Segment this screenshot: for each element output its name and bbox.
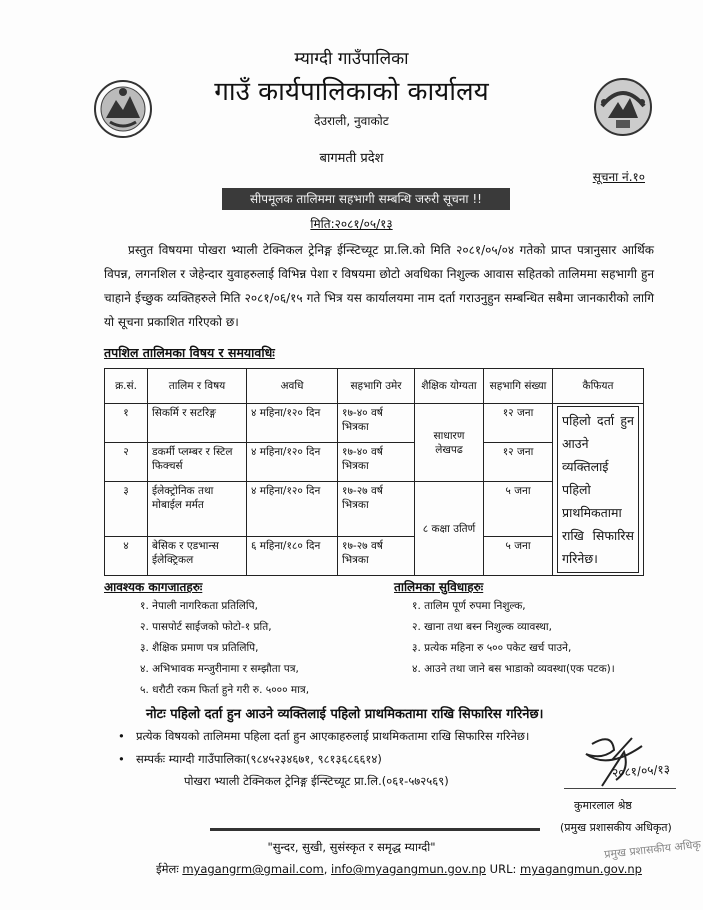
qualification-cell-1: साधारण लेखपढ bbox=[415, 404, 484, 482]
header-age: सहभागि उमेर bbox=[338, 369, 415, 404]
signatory-name: कुमारलाल श्रेष्ठ bbox=[574, 799, 632, 812]
office-name: गाउँ कार्यपालिकाको कार्यालय bbox=[214, 77, 489, 107]
table-heading: तपशिल तालिमका विषय र समयावधिः bbox=[104, 345, 275, 360]
email-link-1[interactable]: myagangrm@gmail.com bbox=[182, 862, 324, 876]
qualification-cell-2: ८ कक्षा उतिर्ण bbox=[415, 482, 484, 576]
header-remark: कैफियत bbox=[553, 369, 644, 404]
notice-title: सीपमूलक तालिममा सहभागी सम्बन्धि जरुरी सूचना !! bbox=[222, 188, 510, 210]
email-link-2[interactable]: info@myagangmun.gov.np bbox=[331, 862, 486, 876]
row-duration: ४ महिना/१२० दिन bbox=[247, 482, 338, 537]
bullet-text: सम्पर्कः म्याग्दी गाउँपालिका(९८४५२३४६७१, ९८१३६८६६१४) bbox=[136, 752, 382, 766]
row-sn: ४ bbox=[105, 537, 148, 576]
row-duration: ४ महिना/१२० दिन bbox=[247, 443, 338, 482]
bullet-dot-icon: • bbox=[118, 752, 125, 766]
table-row bbox=[105, 404, 644, 443]
row-subject: सिकर्मि र सटरिङ्ग bbox=[148, 404, 247, 443]
row-age: १७-२७ वर्ष भित्रका bbox=[338, 537, 415, 576]
header-qualification: शैक्षिक योग्यता bbox=[415, 369, 484, 404]
facility-item: ४. आउने तथा जाने बस भाडाको व्यवस्था(एक पटक)। bbox=[412, 663, 615, 675]
footer-slogan: "सुन्दर, सुखी, सुसंस्कृत र समृद्ध म्याग्दी" bbox=[267, 840, 436, 854]
table-header-row bbox=[105, 369, 644, 404]
office-stamp: प्रमुख प्रशासकीय अधिकृ bbox=[603, 837, 702, 862]
document-item: ५. धरौटी रकम फिर्ता हुने गरी रु. ५००० मात्र, bbox=[140, 684, 310, 696]
province-name: बागमती प्रदेश bbox=[319, 151, 384, 166]
row-count: ५ जना bbox=[484, 537, 553, 576]
document-item: ४. अभिभावक मन्जुरीनामा र सम्झौता पत्र, bbox=[140, 663, 299, 675]
row-count: १२ जना bbox=[484, 443, 553, 482]
notice-date: मिति:२०८१/०५/१३ bbox=[310, 217, 393, 231]
row-sn: २ bbox=[105, 443, 148, 482]
paragraph-text: प्रस्तुत विषयमा पोखरा भ्याली टेक्निकल ट्रेनिङ्ग ईन्स्टिच्यूट प्रा.लि.को मिति २०८१/०५/०४ गतेको प्राप्त पत्रानुसार आर्थिक विपन्न, लगनशिल र जेहेन्दार युवाहरुलाई विभिन्न पेशा र विषयमा छोटो अवधिका निशुल्क आवास सहितको तालिममा सहभागी हुन चाहाने ईच्छुक व्यक्तिहरुले मिति २०८१/०६/१५ गते भित्र यस कार्यालयमा नाम दर्ता गराउनुहुन सम्बन्धित सबैमा जानकारीको लागि यो सूचना प्रकाशित गरिएको छ। bbox=[104, 243, 654, 329]
bullet-text: प्रत्येक विषयको तालिममा पहिला दर्ता हुन आएकाहरुलाई प्राथमिकतामा राखि सिफारिस गरिनेछ। bbox=[136, 729, 530, 743]
contact-line-2: पोखरा भ्याली टेक्निकल ट्रेनिङ्ग ईन्स्टिच्यूट प्रा.लि.(०६१-५७२५६९) bbox=[184, 774, 449, 788]
office-address: देउराली, नुवाकोट bbox=[314, 114, 389, 128]
document-item: ३. शैक्षिक प्रमाण पत्र प्रतिलिपि, bbox=[140, 642, 259, 654]
email-label: ईमेलः bbox=[156, 862, 179, 876]
bullet-item bbox=[118, 752, 382, 767]
municipality-name: म्याग्दी गाउँपालिका bbox=[294, 49, 409, 69]
notice-number: सूचना नं.१० bbox=[592, 170, 645, 184]
document-item: १. नेपाली नागरिकता प्रतिलिपि, bbox=[140, 600, 258, 612]
training-table bbox=[104, 368, 644, 576]
row-subject: ईलेक्ट्रोनिक तथा मोबाईल मर्मत bbox=[148, 482, 247, 537]
bullet-dot-icon: • bbox=[118, 729, 125, 743]
row-age: १७-४० वर्ष भित्रका bbox=[338, 404, 415, 443]
bullet-item bbox=[118, 729, 529, 744]
row-duration: ६ महिना/१८० दिन bbox=[247, 537, 338, 576]
row-sn: १ bbox=[105, 404, 148, 443]
header-sn: क्र.सं. bbox=[105, 369, 148, 404]
header-duration: अवधि bbox=[247, 369, 338, 404]
facility-item: २. खाना तथा बस्न निशुल्क व्यावस्था, bbox=[412, 621, 552, 633]
remark-cell bbox=[553, 404, 644, 576]
facility-item: ३. प्रत्येक महिना रु ५०० पकेट खर्च पाउने, bbox=[412, 642, 572, 654]
row-age: १७-२७ वर्ष भित्रका bbox=[338, 482, 415, 537]
row-age: १७-४० वर्ष भित्रका bbox=[338, 443, 415, 482]
facility-item: १. तालिम पूर्ण रुपमा निशुल्क, bbox=[412, 600, 526, 612]
website-link[interactable]: myagangmun.gov.np bbox=[520, 862, 642, 876]
documents-heading: आवश्यक कागजातहरुः bbox=[104, 580, 203, 594]
row-count: ५ जना bbox=[484, 482, 553, 537]
note-text: नोटः पहिलो दर्ता हुन आउने व्यक्तिलाई पहिलो प्राथमिकतामा राखि सिफारिस गरिनेछ। bbox=[146, 707, 544, 722]
document-item: २. पासपोर्ट साईजको फोटो-१ प्रति, bbox=[140, 621, 272, 633]
row-subject: बेसिक र एडभान्स ईलेक्ट्रिकल bbox=[148, 537, 247, 576]
signature-date: २०८१/०५/१३ bbox=[611, 761, 671, 781]
header-count: सहभागि संख्या bbox=[484, 369, 553, 404]
signatory-title: (प्रमुख प्रशासकीय अधिकृत) bbox=[560, 821, 672, 834]
row-duration: ४ महिना/१२० दिन bbox=[247, 404, 338, 443]
row-count: १२ जना bbox=[484, 404, 553, 443]
row-sn: ३ bbox=[105, 482, 148, 537]
row-subject: डकर्मी प्लम्बर र स्टिल फिक्चर्स bbox=[148, 443, 247, 482]
notice-paragraph bbox=[104, 238, 654, 334]
signature-line bbox=[564, 788, 676, 789]
footer-divider bbox=[210, 828, 540, 831]
footer-contact: ईमेलः myagangrm@gmail.com, info@myagangmun.gov.np URL: myagangmun.gov.np bbox=[156, 862, 642, 876]
facilities-heading: तालिमका सुविधाहरुः bbox=[394, 580, 484, 594]
remark-text: पहिलो दर्ता हुन आउने व्यक्तिलाई पहिलो प्राथमिकतामा राखि सिफारिस गरिनेछ। bbox=[557, 406, 639, 573]
header-subject: तालिम र विषय bbox=[148, 369, 247, 404]
url-label: URL: bbox=[489, 862, 517, 876]
